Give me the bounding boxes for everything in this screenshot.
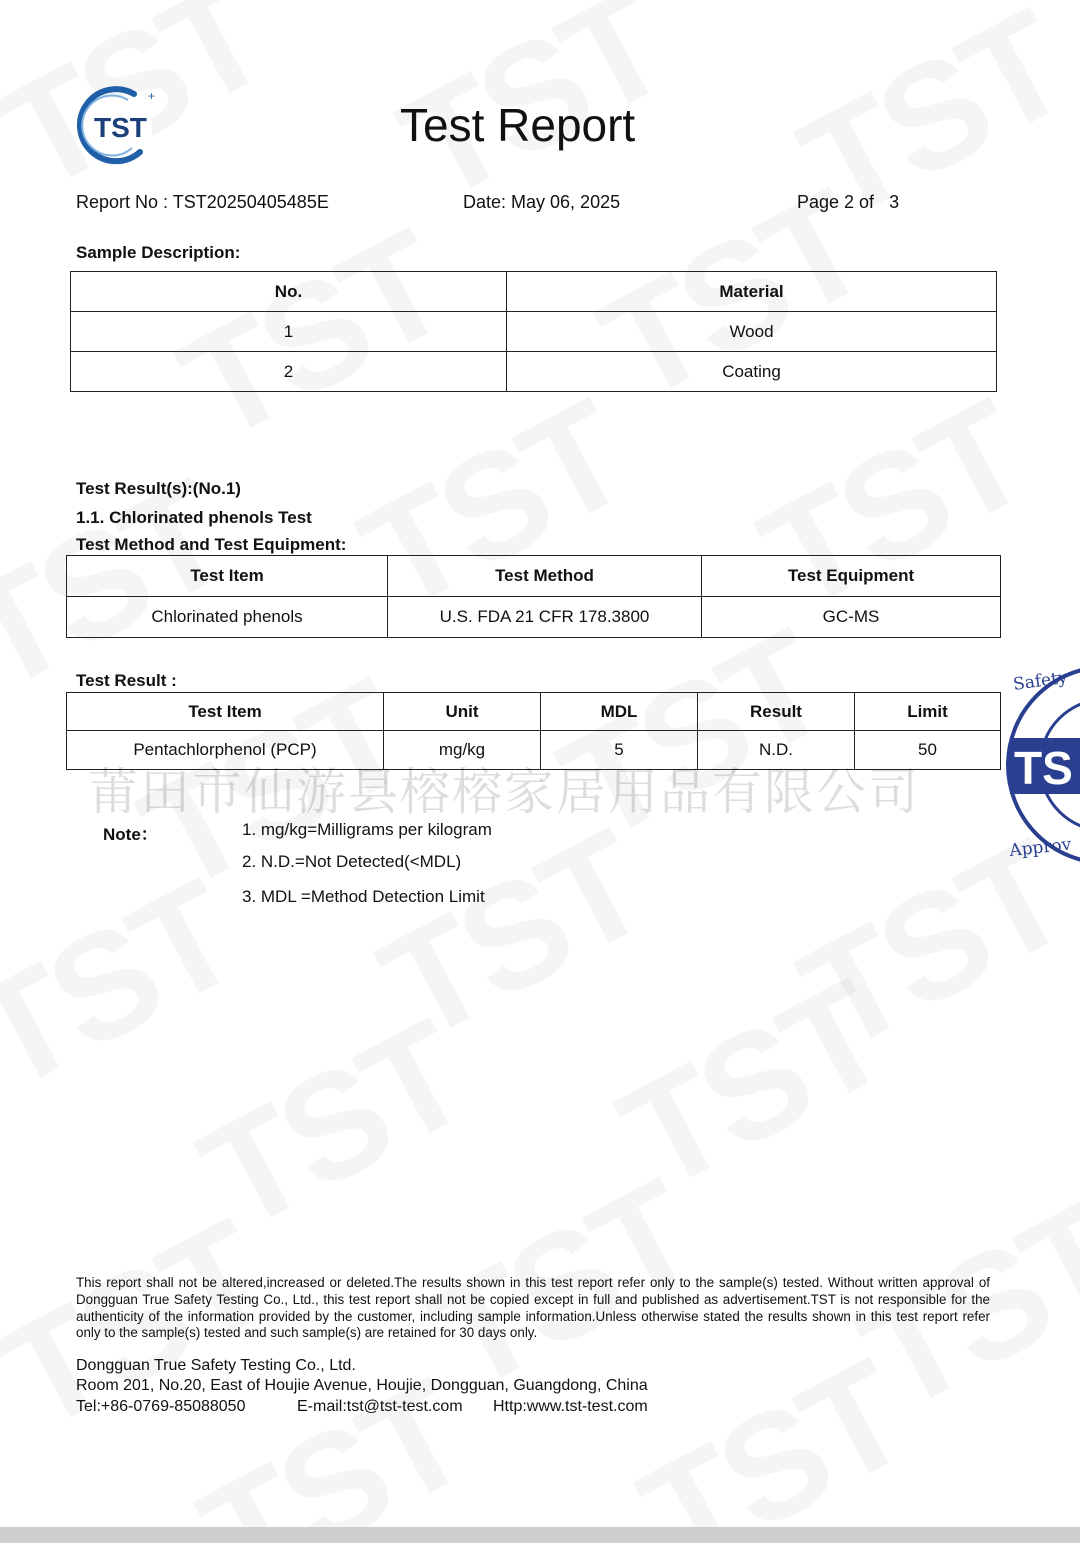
stamp-center-text: TS bbox=[1014, 742, 1073, 794]
note-item: 1. mg/kg=Milligrams per kilogram bbox=[242, 820, 492, 839]
cell-test-item: Chlorinated phenols bbox=[67, 597, 388, 638]
cell-limit: 50 bbox=[855, 731, 1001, 770]
cell-material: Coating bbox=[507, 352, 997, 392]
watermark-logo bbox=[595, 948, 910, 1225]
report-date: Date: May 06, 2025 bbox=[463, 192, 621, 212]
note-label: Note： bbox=[103, 825, 158, 844]
cell-no: 1 bbox=[71, 312, 507, 352]
column-header-limit: Limit bbox=[855, 693, 1001, 731]
contact-website[interactable]: Http:www.tst-test.com bbox=[493, 1398, 648, 1415]
disclaimer-text: This report shall not be altered,increased or deleted.The results shown in this test report refer only to the sample(s) tested. Without written approval of Dongguan True Safety Testing Co., Ltd., this test report shall not be copied except in full and published as advertisement.TST is not responsible for the authenticity of the information provided by the customer, including sample information.Unless otherwise stated the results shown in this test report refer only to the sample(s) tested and such sample(s) are retained for 30 days only. bbox=[76, 1275, 990, 1341]
table-row bbox=[67, 597, 1001, 638]
cell-test-item: Pentachlorphenol (PCP) bbox=[67, 731, 384, 770]
test-results-heading: Test Result(s):(No.1) bbox=[76, 479, 241, 498]
cell-unit: mg/kg bbox=[384, 731, 541, 770]
cell-mdl: 5 bbox=[541, 731, 698, 770]
column-header-material: Material bbox=[507, 272, 997, 312]
column-header-mdl: MDL bbox=[541, 693, 698, 731]
test-result-label: Test Result : bbox=[76, 671, 177, 690]
column-header-unit: Unit bbox=[384, 693, 541, 731]
sample-description-label: Sample Description: bbox=[76, 243, 241, 262]
table-row bbox=[71, 352, 997, 392]
test-method-label: Test Method and Test Equipment: bbox=[76, 535, 347, 554]
bottom-bar bbox=[0, 1527, 1080, 1543]
table-header-row bbox=[67, 556, 1001, 597]
contact-tel: Tel:+86-0769-85088050 bbox=[76, 1398, 246, 1415]
column-header-result: Result bbox=[698, 693, 855, 731]
page-title: Test Report bbox=[400, 99, 636, 151]
test-method-table bbox=[66, 555, 1001, 638]
table-header-row bbox=[71, 272, 997, 312]
page-number: Page 2 of 3 bbox=[797, 192, 900, 212]
column-header-test-item: Test Item bbox=[67, 693, 384, 731]
approval-stamp bbox=[1006, 660, 1080, 870]
cell-test-equipment: GC-MS bbox=[702, 597, 1001, 638]
cell-no: 2 bbox=[71, 352, 507, 392]
watermark-logo bbox=[775, 0, 1080, 255]
test-subheading: 1.1. Chlorinated phenols Test bbox=[76, 508, 312, 527]
sample-description-table bbox=[70, 271, 997, 392]
logo-text: TST bbox=[94, 112, 147, 143]
watermark-logo bbox=[175, 988, 490, 1265]
contact-email[interactable]: E-mail:tst@tst-test.com bbox=[297, 1398, 463, 1415]
company-address: Room 201, No.20, East of Houjie Avenue, Houjie, Dongguan, Guangdong, China bbox=[76, 1377, 648, 1394]
company-name: Dongguan True Safety Testing Co., Ltd. bbox=[76, 1357, 356, 1374]
table-row bbox=[71, 312, 997, 352]
column-header-test-method: Test Method bbox=[388, 556, 702, 597]
column-header-no: No. bbox=[71, 272, 507, 312]
column-header-test-equipment: Test Equipment bbox=[702, 556, 1001, 597]
note-item: 3. MDL =Method Detection Limit bbox=[242, 887, 485, 906]
watermark-logo bbox=[0, 848, 260, 1125]
stamp-bottom-text: Approv bbox=[1008, 834, 1073, 861]
cell-material: Wood bbox=[507, 312, 997, 352]
watermark-logo bbox=[615, 1328, 930, 1543]
tst-logo bbox=[74, 82, 160, 168]
cell-result: N.D. bbox=[698, 731, 855, 770]
column-header-test-item: Test Item bbox=[67, 556, 388, 597]
table-header-row bbox=[67, 693, 1001, 731]
stamp-top-text: Safety bbox=[1011, 667, 1069, 695]
cell-test-method: U.S. FDA 21 CFR 178.3800 bbox=[388, 597, 702, 638]
svg-text:+: + bbox=[148, 89, 156, 103]
company-name-overlay-watermark: 莆田市仙游县榕榕家居用品有限公司 bbox=[88, 763, 920, 821]
report-number: Report No : TST20250405485E bbox=[76, 192, 329, 212]
note-item: 2. N.D.=Not Detected(<MDL) bbox=[242, 852, 462, 871]
